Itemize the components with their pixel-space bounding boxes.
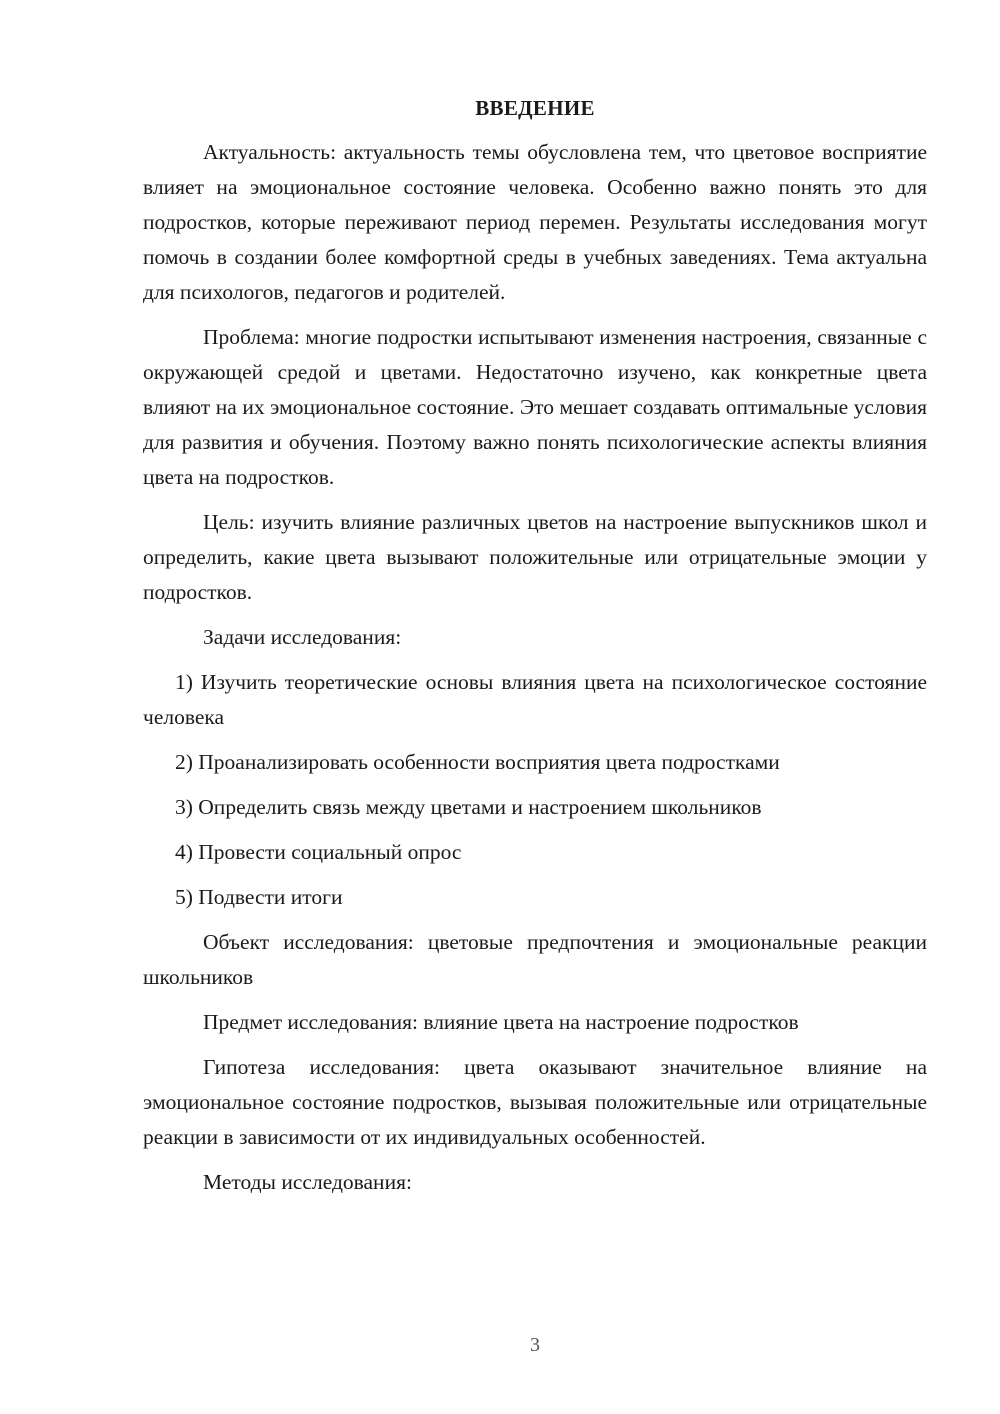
task-item: 4) Провести социальный опрос bbox=[175, 840, 462, 864]
task-item: 1) Изучить теоретические основы влияния цвета на психологическое состояние человека bbox=[143, 670, 927, 729]
task-item: 5) Подвести итоги bbox=[175, 885, 343, 909]
relevance-paragraph: Актуальность: актуальность темы обусловлена тем, что цветовое восприятие влияет на эмоциональное состояние человека. Особенно важно понять это для подростков, которые переживают период перемен. Результаты исследования могут помочь в создании более комфортной среды в учебных заведениях. Тема актуальна для психологов, педагогов и родителей. bbox=[143, 140, 927, 304]
document-page bbox=[143, 96, 927, 1210]
tasks-heading: Задачи исследования: bbox=[203, 625, 402, 649]
hypothesis-paragraph: Гипотеза исследования: цвета оказывают значительное влияние на эмоциональное состояние подростков, вызывая положительные или отрицательные реакции в зависимости от их индивидуальных особенностей. bbox=[143, 1055, 927, 1149]
section-heading: ВВЕДЕНИЕ bbox=[475, 96, 595, 120]
methods-heading: Методы исследования: bbox=[203, 1170, 412, 1194]
subject-paragraph: Предмет исследования: влияние цвета на настроение подростков bbox=[203, 1010, 799, 1034]
problem-paragraph: Проблема: многие подростки испытывают изменения настроения, связанные с окружающей средой и цветами. Недостаточно изучено, как конкретные цвета влияют на их эмоциональное состояние. Это мешает создавать оптимальные условия для развития и обучения. Поэтому важно понять психологические аспекты влияния цвета на подростков. bbox=[143, 325, 927, 489]
object-paragraph: Объект исследования: цветовые предпочтения и эмоциональные реакции школьников bbox=[143, 930, 927, 989]
page-number: 3 bbox=[530, 1334, 540, 1356]
goal-paragraph: Цель: изучить влияние различных цветов на настроение выпускников школ и определить, какие цвета вызывают положительные или отрицательные эмоции у подростков. bbox=[143, 510, 927, 604]
task-item: 2) Проанализировать особенности восприятия цвета подростками bbox=[175, 750, 780, 774]
task-item: 3) Определить связь между цветами и настроением школьников bbox=[175, 795, 762, 819]
